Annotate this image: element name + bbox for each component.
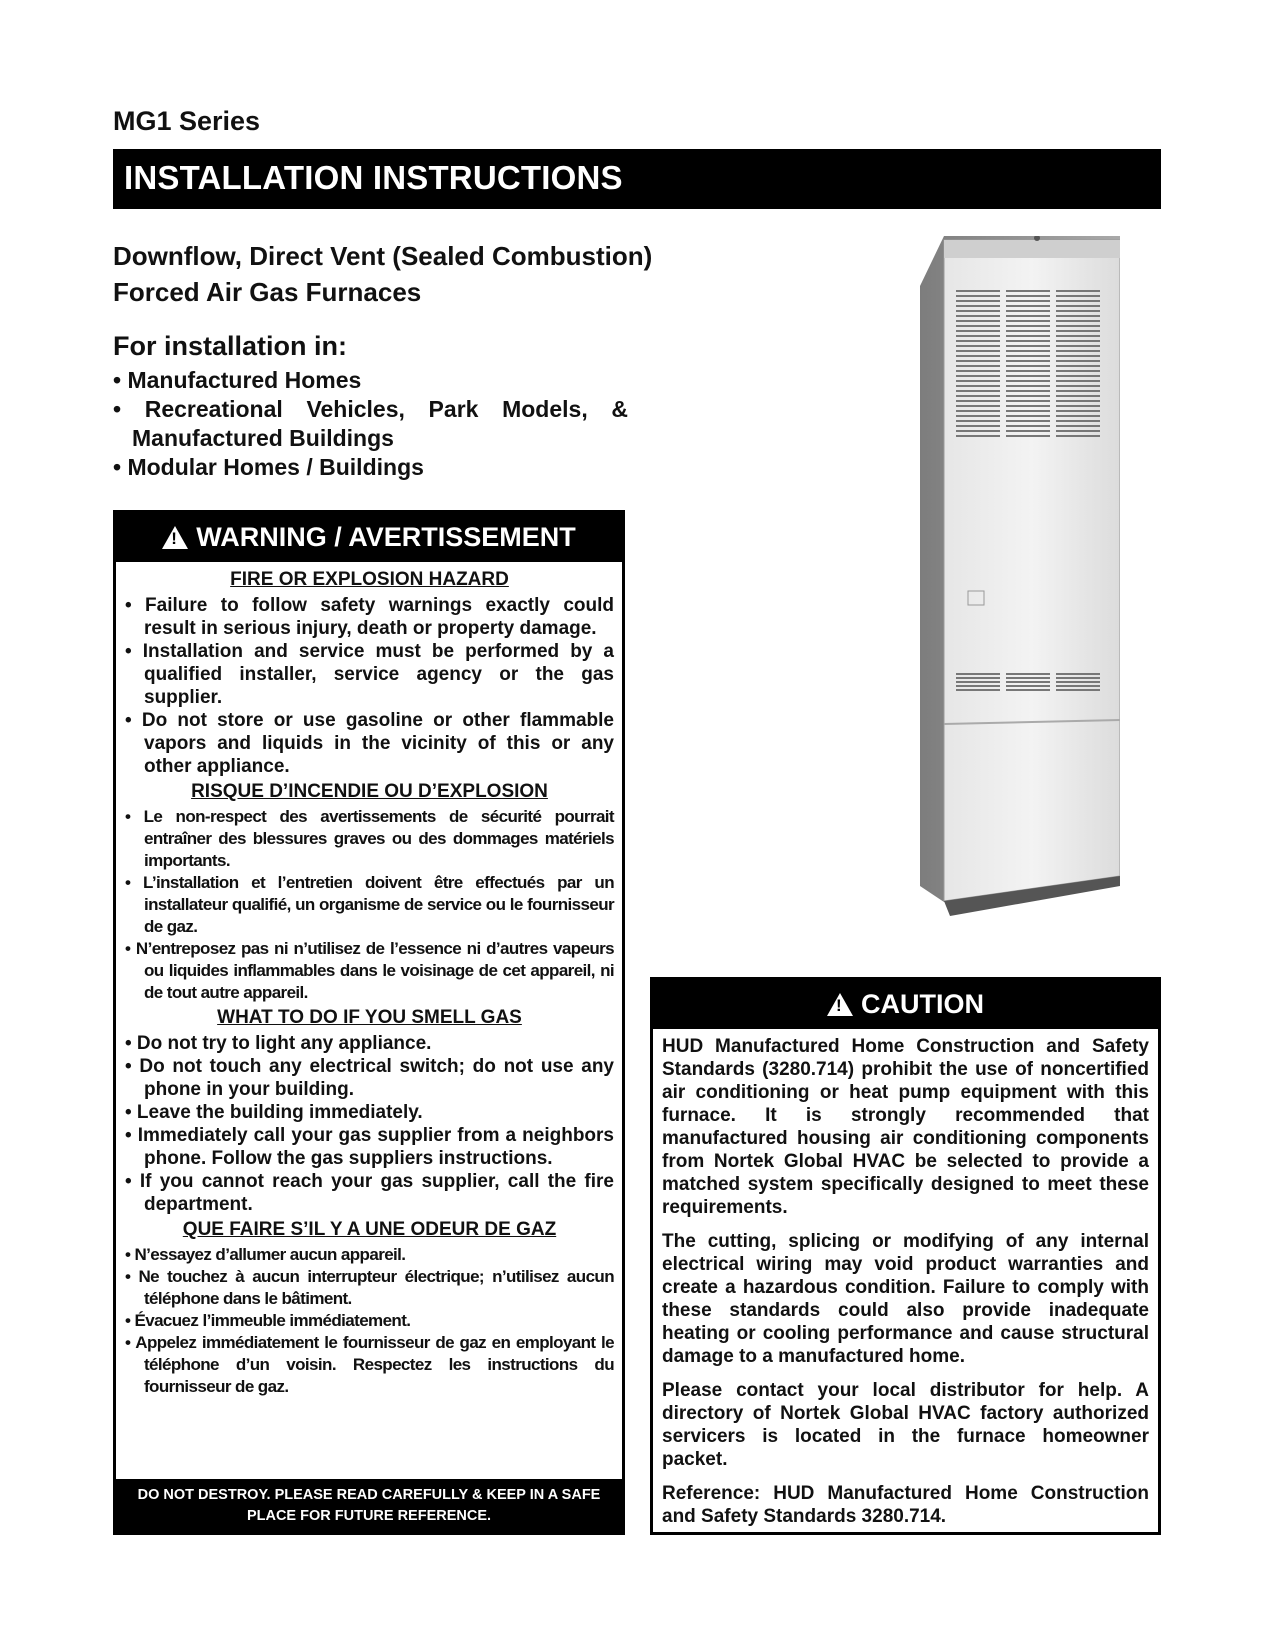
caution-header [653, 980, 1158, 1029]
bullet-list [125, 806, 614, 1004]
list-item: • N’entreposez pas ni n’utilisez de l’essence ni d’autres vapeurs ou liquides inflammables dans le voisinage de cet appareil, ni de tout autre appareil. [125, 939, 614, 1002]
list-item: • Do not try to light any appliance. [125, 1033, 432, 1054]
section-heading: RISQUE D’INCENDIE OU D’EXPLOSION [191, 781, 548, 802]
list-item: • Appelez immédiatement le fournisseur de gaz en employant le téléphone d’un voisin. Respectez les instructions du fournisseur de gaz. [125, 1333, 614, 1396]
caution-paragraph: Reference: HUD Manufactured Home Construction and Safety Standards 3280.714. [662, 1483, 1149, 1527]
list-item: • Recreational Vehicles, Park Models, & Manufactured Buildings [113, 396, 628, 451]
list-item: • Le non-respect des avertissements de sécurité pourrait entraîner des blessures graves ou des dommages matériels importants. [125, 807, 614, 870]
bullet-list [125, 1244, 614, 1398]
list-item: • Modular Homes / Buildings [113, 454, 424, 480]
bullet-list [125, 1032, 614, 1216]
list-item: • Installation and service must be performed by a qualified installer, service agency or the gas supplier. [125, 641, 614, 708]
section-heading: WHAT TO DO IF YOU SMELL GAS [217, 1007, 522, 1028]
list-item: • Leave the building immediately. [125, 1102, 423, 1123]
list-item: • N’essayez d’allumer aucun appareil. [125, 1245, 406, 1264]
caution-body [653, 1029, 1158, 1528]
warning-triangle-icon [162, 526, 188, 549]
caution-paragraph: The cutting, splicing or modifying of any internal electrical wiring may void product warranties and create a hazardous condition. Failure to comply with these standards could also provide inadequate heating or cooling performance and cause structural damage to a manufactured home. [662, 1231, 1149, 1367]
document-title: INSTALLATION INSTRUCTIONS [124, 159, 623, 196]
document-subtitle [113, 238, 652, 310]
list-item: • Failure to follow safety warnings exactly could result in serious injury, death or property damage. [125, 595, 614, 639]
bullet-list [125, 594, 614, 778]
section-heading: QUE FAIRE S’IL Y A UNE ODEUR DE GAZ [182, 1219, 557, 1240]
title-bar [113, 149, 1161, 209]
warning-box [113, 510, 625, 1535]
warning-header [116, 513, 622, 562]
list-item: • Ne touchez à aucun interrupteur électrique; n’utilisez aucun téléphone dans le bâtiment. [125, 1267, 614, 1308]
list-item: • Do not store or use gasoline or other flammable vapors and liquids in the vicinity of this or any other appliance. [125, 710, 614, 777]
series-label: MG1 Series [113, 106, 261, 136]
furnace-illustration [920, 236, 1120, 926]
warning-triangle-icon [827, 993, 853, 1016]
section-heading: FIRE OR EXPLOSION HAZARD [230, 569, 509, 590]
list-item: • Immediately call your gas supplier from a neighbors phone. Follow the gas suppliers instructions. [125, 1125, 614, 1169]
caution-paragraph: HUD Manufactured Home Construction and Safety Standards (3280.714) prohibit the use of noncertified air conditioning or heat pump equipment with this furnace. It is strongly recommended that manufactured housing air conditioning components from Nortek Global HVAC be selected to provide a matched system specifically designed to meet these requirements. [662, 1036, 1149, 1218]
list-item: • Do not touch any electrical switch; do not use any phone in your building. [125, 1056, 614, 1100]
list-item: • Évacuez l’immeuble immédiatement. [125, 1311, 411, 1330]
subtitle-line-2: Forced Air Gas Furnaces [113, 277, 422, 307]
installation-list [113, 366, 628, 482]
warning-body [116, 562, 622, 1398]
warning-title: WARNING / AVERTISSEMENT [196, 522, 576, 552]
caution-box [650, 977, 1161, 1535]
caution-title: CAUTION [861, 989, 984, 1019]
subtitle-line-1: Downflow, Direct Vent (Sealed Combustion) [113, 241, 653, 271]
caution-paragraph: Please contact your local distributor for help. A directory of Nortek Global HVAC factory authorized servicers is located in the furnace homeowner packet. [662, 1380, 1149, 1470]
installation-heading: For installation in: [113, 331, 347, 361]
list-item: • If you cannot reach your gas supplier, call the fire department. [125, 1171, 614, 1215]
list-item: • Manufactured Homes [113, 367, 362, 393]
warning-footer: DO NOT DESTROY. PLEASE READ CAREFULLY & KEEP IN A SAFE PLACE FOR FUTURE REFERENCE. [116, 1479, 622, 1532]
list-item: • L’installation et l’entretien doivent être effectués par un installateur qualifié, un organisme de service ou le fournisseur de gaz. [125, 873, 614, 936]
